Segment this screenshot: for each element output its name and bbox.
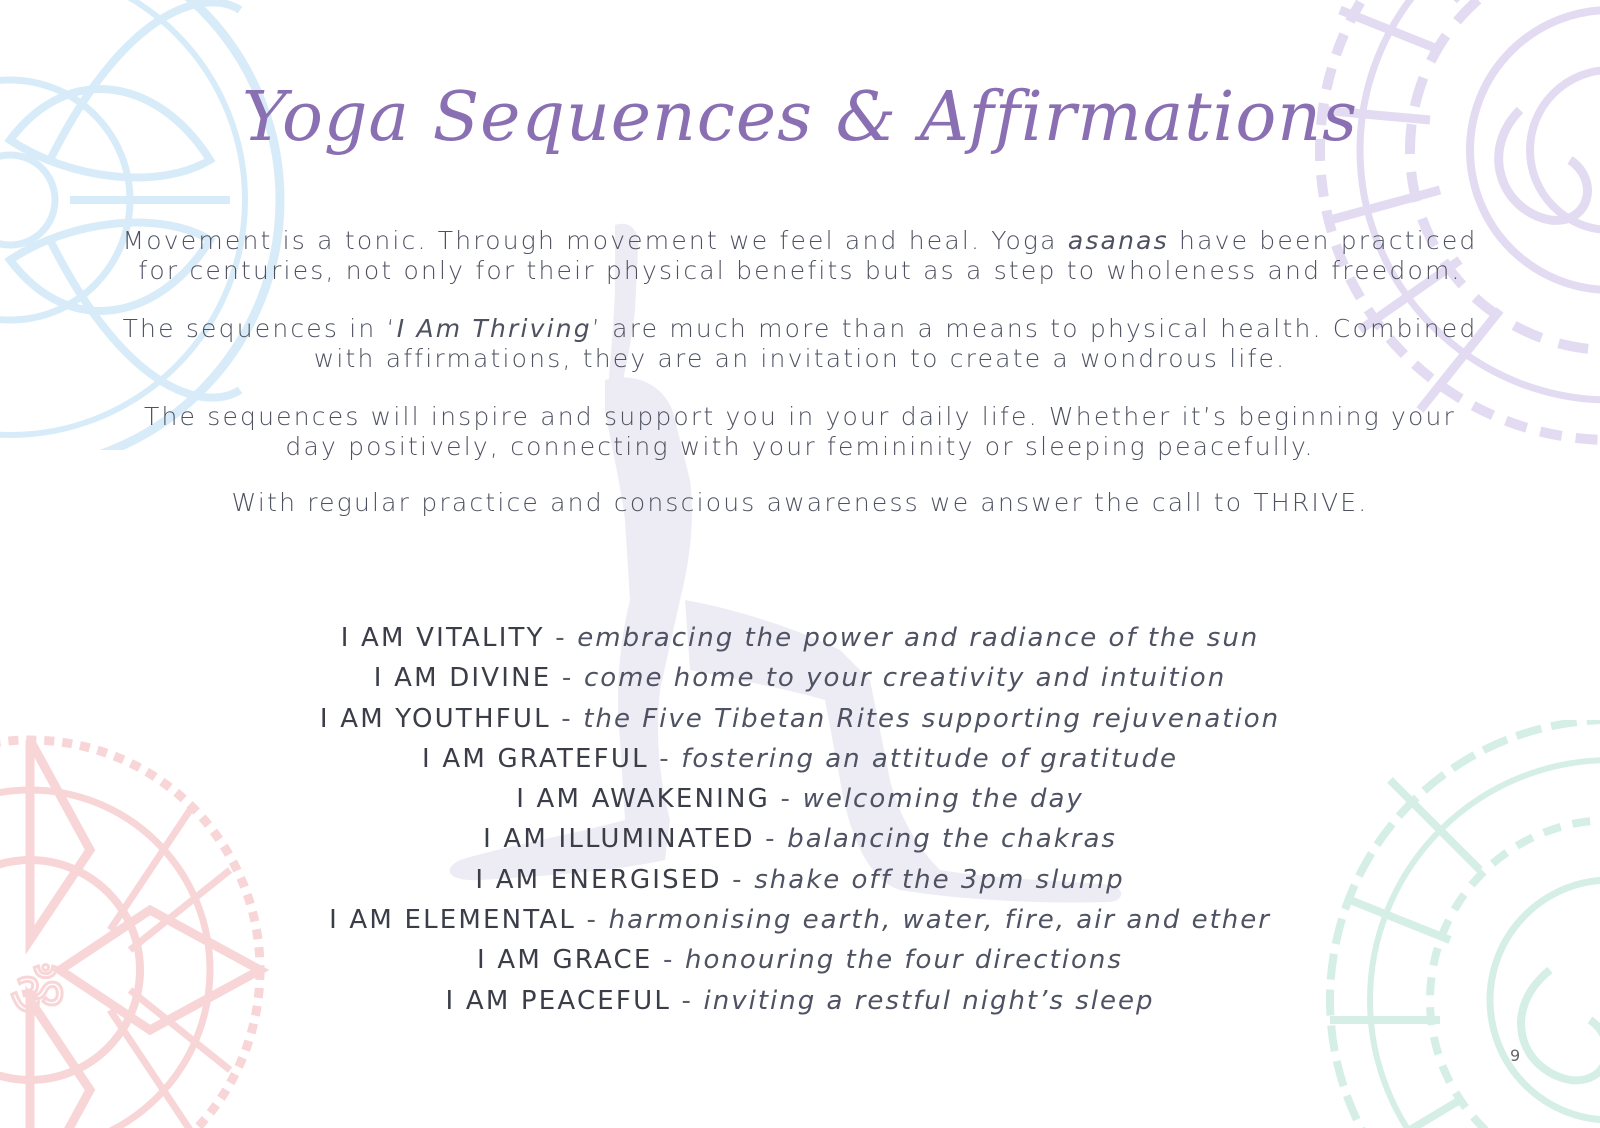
affirmation-item: I AM ENERGISED - shake off the 3pm slump (475, 864, 1125, 895)
intro-paragraph-2: The sequences in ‘I Am Thriving’ are much more than a means to physical health. Combined with affirmations, they are an invitation to create a wondrous life. (122, 314, 1478, 373)
affirmation-item: I AM DIVINE - come home to your creativity and intuition (373, 663, 1227, 694)
affirmation-item: I AM VITALITY - embracing the power and radiance of the sun (340, 623, 1260, 653)
affirmation-item: I AM GRATEFUL - fostering an attitude of gratitude (422, 743, 1178, 774)
svg-text:ॐ: ॐ (10, 960, 65, 1030)
page-title: Yoga Sequences & Affirmations (241, 78, 1358, 157)
affirmation-item: I AM GRACE - honouring the four directions (477, 945, 1123, 976)
affirmation-item: I AM ELEMENTAL - harmonising earth, water, fire, air and ether (329, 905, 1271, 936)
affirmation-item: I AM PEACEFUL - inviting a restful night’s sleep (445, 985, 1155, 1016)
affirmation-item: I AM YOUTHFUL - the Five Tibetan Rites supporting rejuvenation (319, 703, 1281, 734)
intro-paragraph-3: The sequences will inspire and support you in your daily life. Whether it’s beginning your day positively, connecting with your femininity or sleeping peacefully. (144, 402, 1456, 461)
intro-paragraph-4: With regular practice and conscious awareness we answer the call to THRIVE. (231, 488, 1369, 517)
affirmation-item: I AM AWAKENING - welcoming the day (516, 784, 1084, 815)
affirmations-list (0, 618, 1600, 1021)
intro-text (120, 226, 1480, 547)
intro-paragraph-1: Movement is a tonic. Through movement we feel and heal. Yoga asanas have been practiced for centuries, not only for their physical benefits but as a step to wholeness and freedom. (122, 226, 1478, 285)
affirmation-item: I AM ILLUMINATED - balancing the chakras (483, 824, 1117, 855)
page-number: 9 (1510, 1046, 1521, 1065)
